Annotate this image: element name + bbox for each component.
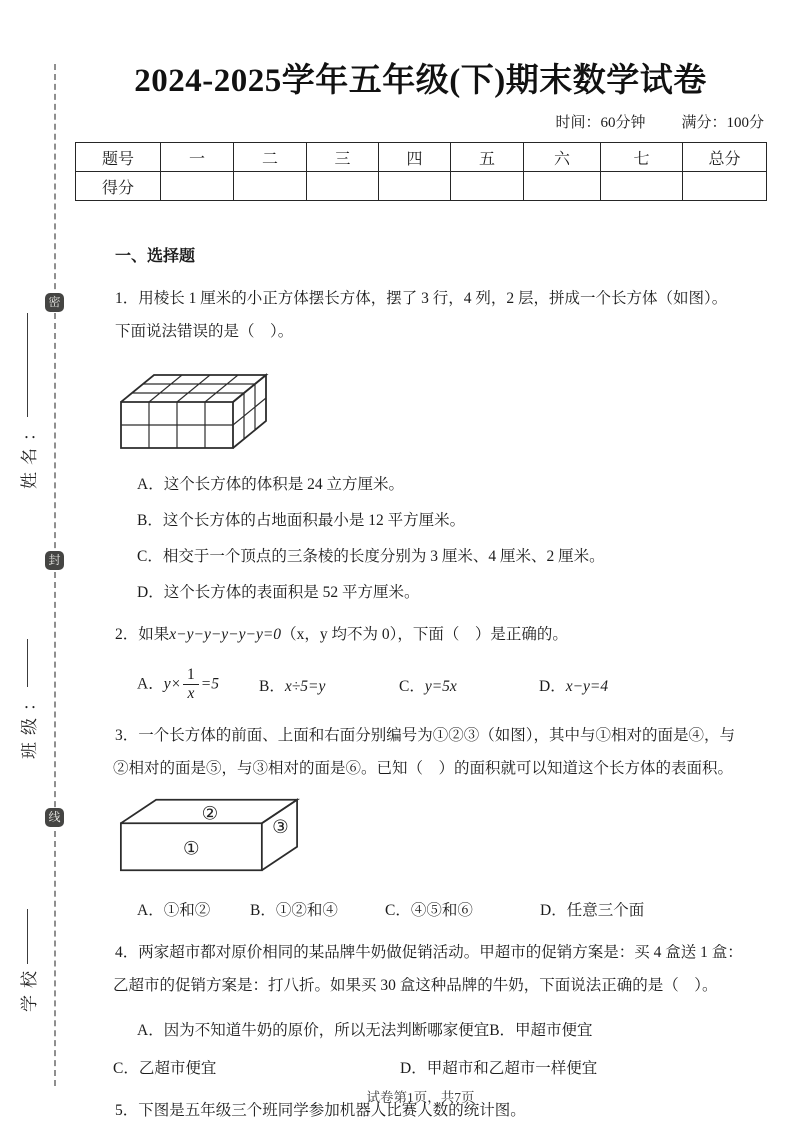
score-table-header-cell: 一: [161, 143, 234, 172]
q1-cuboid-figure: [117, 356, 766, 458]
q1-option-a: A．这个长方体的体积是 24 立方厘米。: [137, 476, 404, 493]
school-blank-line: [27, 909, 28, 964]
student-info-strip: [14, 30, 40, 1082]
name-blank-line: [27, 313, 28, 417]
q2-option-a: A．y× $\frac{1}{x}$ =5: [137, 666, 220, 703]
q3-option-d: D．任意三个面: [540, 901, 645, 919]
seal-stamp-mi: 密: [45, 293, 64, 312]
box-front-label: ①: [183, 838, 200, 860]
q2-option-c: C．y=5x: [399, 677, 457, 695]
score-cell-empty: [161, 172, 234, 201]
q4-stem-line2: 乙超市的促销方案是：打八折。如果买 30 盒这种品牌的牛奶，下面说法正确的是（ ）。: [113, 976, 718, 994]
class-label: 班级：: [19, 687, 39, 759]
score-cell-empty: [683, 172, 767, 201]
unit-cube-stack-figure: [117, 356, 269, 453]
name-label: 姓名：: [19, 417, 39, 489]
q2-option-d: D．x−y=4: [539, 677, 609, 695]
section-heading-choice: 一、选择题: [115, 248, 196, 265]
q4-option-a: A．因为不知道牛奶的原价，所以无法判断哪家便宜: [137, 1021, 490, 1039]
q3-stem-line2: ②相对的面是⑤，与③相对的面是⑥。已知（ ）的面积就可以知道这个长方体的表面积。: [113, 759, 734, 777]
score-table-header-cell: 五: [451, 143, 524, 172]
score-table-score-row: [76, 172, 767, 201]
seal-dashed-line: [54, 64, 56, 1086]
score-row-label: 得分: [76, 172, 161, 201]
q2-option-b: B．x÷5=y: [259, 677, 326, 695]
q2-equation: x−y−y−y−y−y=0: [169, 626, 282, 643]
score-cell-empty: [379, 172, 451, 201]
page-title: 2024-2025学年五年级(下)期末数学试卷: [134, 63, 707, 99]
full-score: 满分：100分: [681, 115, 764, 131]
q4-option-b: B．甲超市便宜: [489, 1021, 593, 1039]
q3-option-c: C．④⑤和⑥: [385, 901, 473, 919]
score-table-header-cell: 二: [234, 143, 307, 172]
score-cell-empty: [307, 172, 379, 201]
q4-option-c: C．乙超市便宜: [113, 1059, 217, 1077]
score-table-header-cell: 总分: [683, 143, 767, 172]
q4-option-d: D．甲超市和乙超市一样便宜: [400, 1059, 598, 1077]
q4-options-row-2: [113, 1056, 766, 1078]
score-table-header-cell: 题号: [76, 143, 161, 172]
score-cell-empty: [451, 172, 524, 201]
score-cell-empty: [234, 172, 307, 201]
score-table-header-cell: 四: [379, 143, 451, 172]
q2-stem: 2．如果x−y−y−y−y−y=0（x，y 均不为 0），下面（ ）是正确的。: [115, 626, 568, 643]
q3-stem-line1: 3．一个长方体的前面、上面和右面分别编号为①②③（如图），其中与①相对的面是④，与: [115, 726, 736, 744]
q4-options-row-1: [137, 1018, 766, 1040]
score-cell-empty: [524, 172, 601, 201]
score-table: [75, 142, 767, 201]
q1-option-b: B．这个长方体的占地面积最小是 12 平方厘米。: [137, 512, 466, 529]
q2-options-row: [137, 667, 766, 703]
q1-stem-line1: 1．用棱长 1 厘米的小正方体摆长方体，摆了 3 行，4 列，2 层，拼成一个长方体（如图）。: [115, 290, 728, 307]
q3-box-figure: [115, 793, 766, 882]
q5-stem: 5．下图是五年级三个班同学参加机器人比赛人数的统计图。: [115, 1101, 526, 1119]
score-table-header-cell: 七: [601, 143, 683, 172]
labeled-cuboid-figure: [115, 793, 301, 877]
q3-options-row: [137, 898, 766, 920]
time-limit: 时间：60分钟: [555, 115, 646, 131]
seal-stamp-feng: 封: [45, 551, 64, 570]
box-right-label: ③: [272, 816, 289, 838]
q3-option-b: B．①②和④: [250, 901, 338, 919]
q3-option-a: A．①和②: [137, 901, 211, 919]
score-table-header-cell: 六: [524, 143, 601, 172]
q1-option-c: C．相交于一个顶点的三条棱的长度分别为 3 厘米、4 厘米、2 厘米。: [137, 548, 605, 565]
q1-option-d: D．这个长方体的表面积是 52 平方厘米。: [137, 584, 420, 601]
class-blank-line: [27, 639, 28, 687]
score-table-header-row: [76, 143, 767, 172]
exam-page: [75, 0, 766, 1127]
fraction-one-over-x: $\frac{1}{x}$: [183, 667, 199, 703]
score-table-header-cell: 三: [307, 143, 379, 172]
seal-stamp-xian: 线: [45, 808, 64, 827]
q1-stem-line2: 下面说法错误的是（ ）。: [115, 323, 294, 340]
q4-stem-line1: 4．两家超市都对原价相同的某品牌牛奶做促销活动。甲超市的促销方案是：买 4 盒送 1 盒：: [115, 943, 743, 961]
exam-meta: [75, 111, 766, 132]
score-cell-empty: [601, 172, 683, 201]
box-top-label: ②: [201, 802, 219, 824]
school-label: 学校: [19, 964, 39, 1012]
page-footer: 试卷第1页，共7页: [366, 1090, 475, 1105]
